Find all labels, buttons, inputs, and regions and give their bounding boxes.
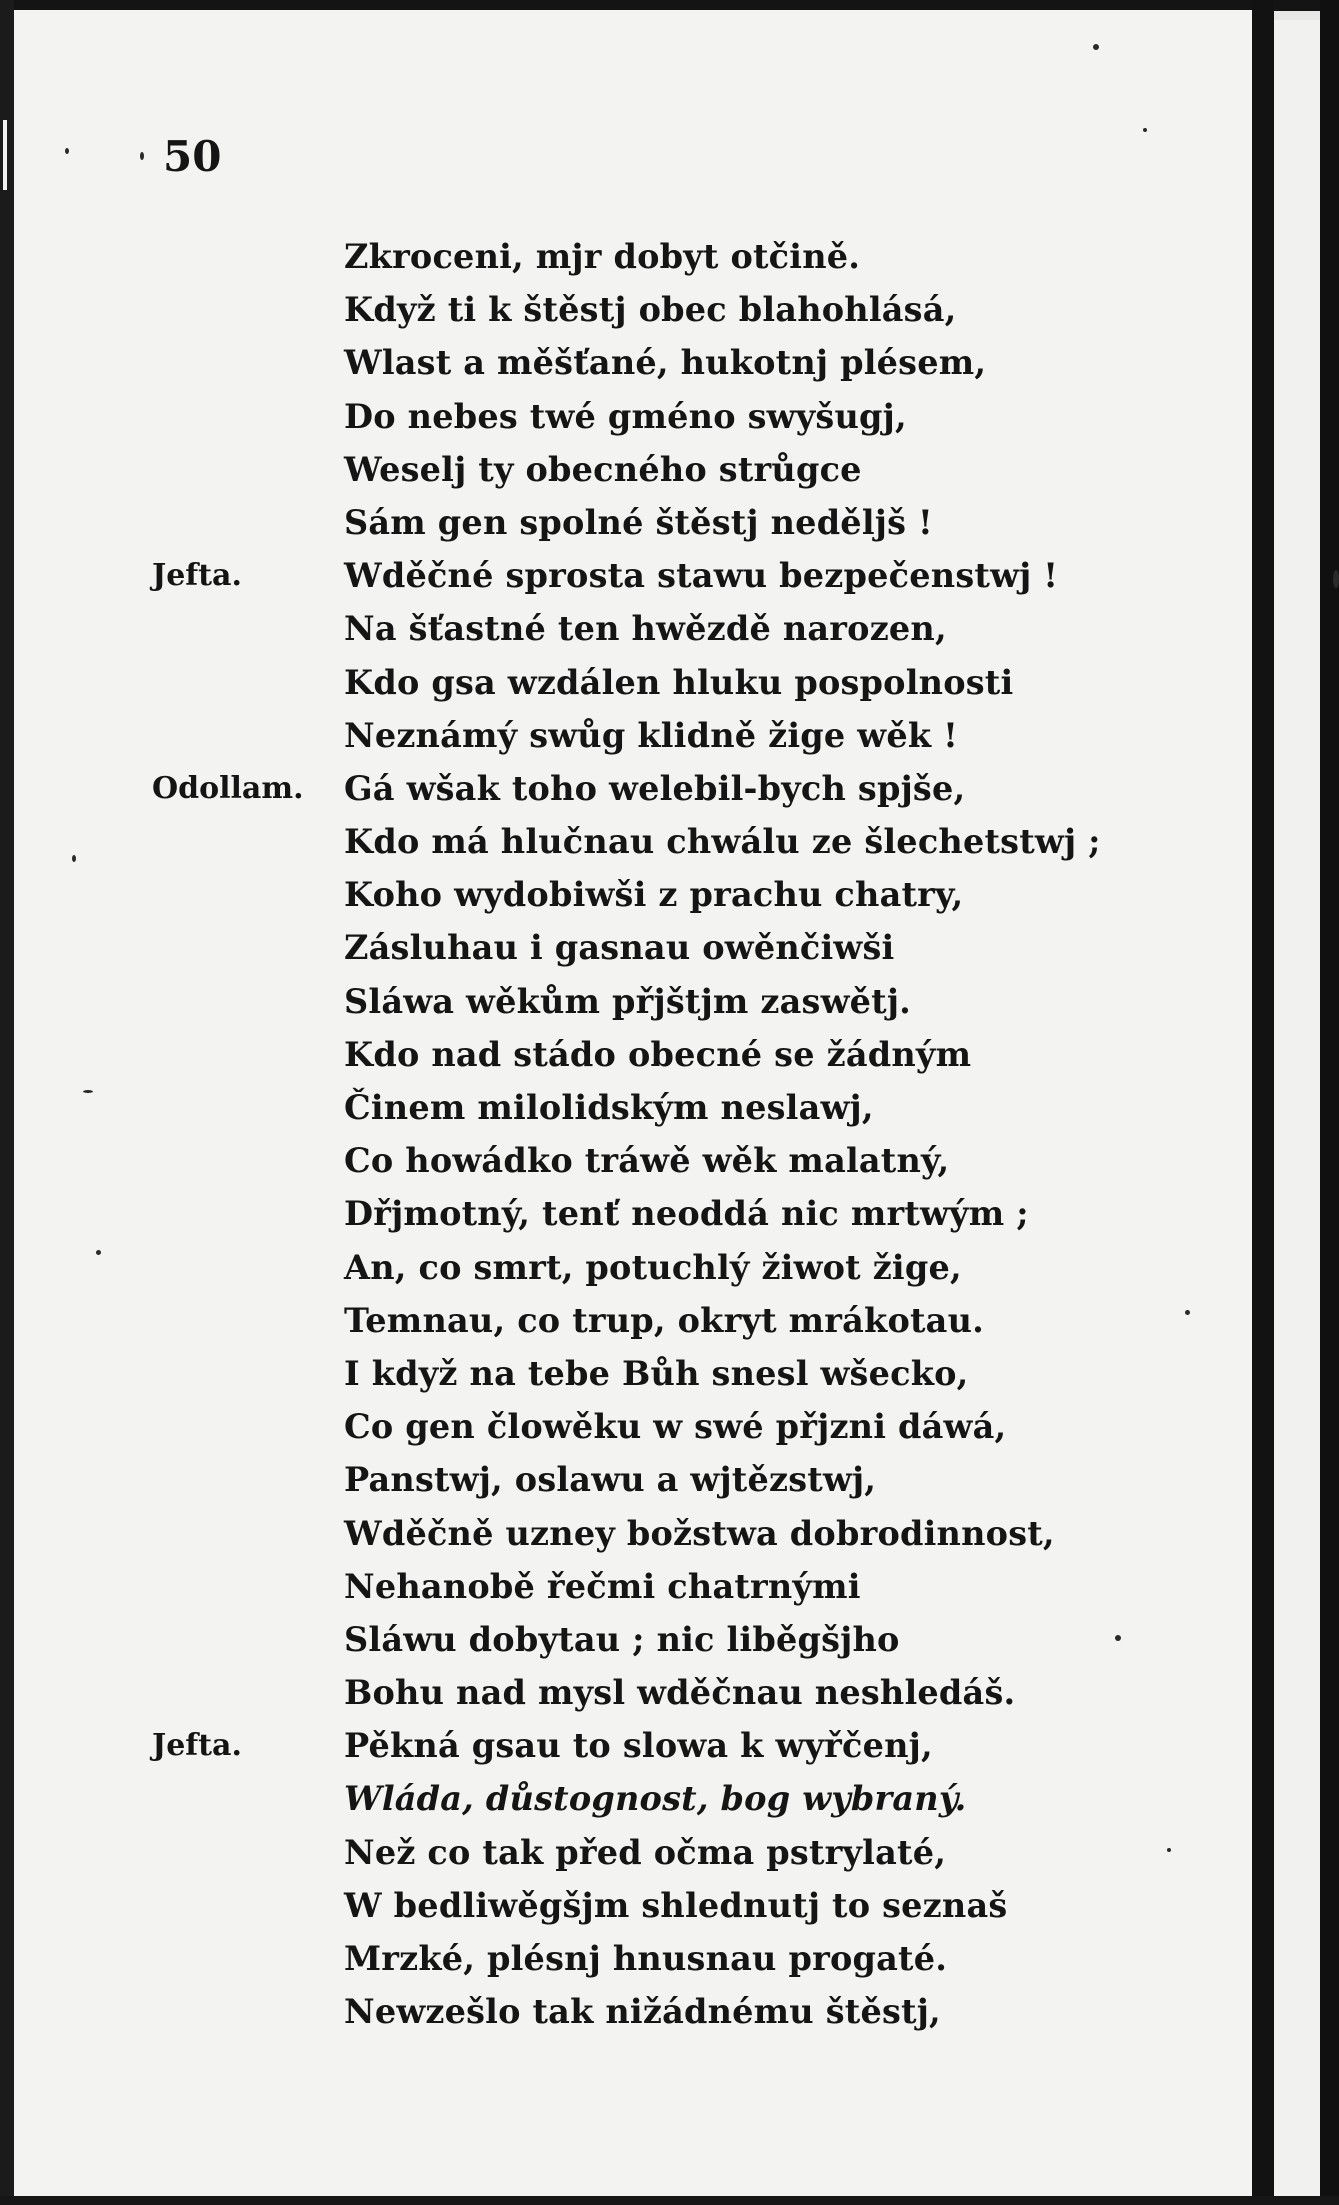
print-speck	[1093, 44, 1099, 50]
verse-text: Wděčně uzney božstwa dobrodinnost,	[344, 1513, 1055, 1553]
verse-text: Panstwj, oslawu a wjtězstwj,	[344, 1460, 877, 1500]
verse-text: Když ti k štěstj obec blahohlásá,	[344, 290, 957, 330]
verse-line	[0, 656, 1200, 709]
speaker-name: Jefta.	[152, 558, 242, 594]
print-speck	[1115, 1635, 1121, 1641]
verse-line	[0, 709, 1200, 762]
verse-text: Mrzké, plésnj hnusnau progaté.	[344, 1939, 948, 1978]
verse-line	[0, 1028, 1200, 1081]
verse-text: Kdo nad stádo obecné se žádným	[344, 1034, 972, 1074]
verse-line	[0, 1187, 1200, 1240]
verse-text: Weselj ty obecného strůgce	[344, 449, 862, 489]
verse-line	[0, 390, 1200, 443]
scan-bottom-edge	[0, 2196, 1339, 2205]
verse-text: Do nebes twé gméno swyšugj,	[344, 396, 907, 436]
verse-line	[0, 1347, 1200, 1400]
scan-right-edge	[1320, 0, 1339, 2205]
verse-text: Newzešlo tak nižádnému štěstj,	[344, 1992, 941, 2032]
verse-line	[0, 1985, 1200, 2038]
verse-text: Wláda, důstognost, bog wybraný.	[344, 1779, 967, 1819]
verse-line	[0, 1453, 1200, 1506]
verse-text: Zásluhau i gasnau owěnčiwši	[344, 928, 895, 968]
verse-text: Dřjmotný, tenť neoddá nic mrtwým ;	[344, 1194, 1029, 1234]
verse-line	[0, 1613, 1200, 1666]
verse-text: Wlast a měšťané, hukotnj plésem,	[344, 343, 987, 383]
print-speck	[83, 1090, 93, 1093]
verse-text: Temnau, co trup, okryt mrákotau.	[344, 1300, 984, 1340]
verse-text: Co howádko tráwě wěk malatný,	[344, 1141, 950, 1181]
verse-text: Kdo gsa wzdálen hluku pospolnosti	[344, 662, 1014, 702]
verse-text: W bedliwěgšjm shlednutj to seznaš	[344, 1885, 1008, 1925]
verse-text: Sláwu dobytau ; nic liběgšjho	[344, 1619, 900, 1659]
verse-line	[0, 1666, 1200, 1719]
verse-text: Než co tak před očma pstrylaté,	[344, 1832, 947, 1872]
verse-line	[0, 443, 1200, 496]
page-number: 50	[163, 132, 222, 181]
verse-line	[0, 1879, 1200, 1932]
print-speck	[140, 152, 144, 160]
print-speck	[65, 148, 69, 154]
verse-text: Na šťastné ten hwězdě narozen,	[344, 609, 947, 649]
scan-left-edge-gap	[3, 120, 7, 190]
verse-line	[0, 496, 1200, 549]
verse-line	[0, 1719, 1200, 1772]
verse-line	[0, 975, 1200, 1028]
verse-line	[0, 1400, 1200, 1453]
verse-text: Pěkná gsau to slowa k wyřčenj,	[344, 1726, 933, 1766]
verse-text: Koho wydobiwši z prachu chatry,	[344, 875, 964, 915]
verse-line	[0, 1081, 1200, 1134]
verse-text: Sláwa wěkům přjštjm zaswětj.	[344, 981, 912, 1021]
verse-line	[0, 1241, 1200, 1294]
verse-line	[0, 1932, 1200, 1985]
verse-text: Činem milolidským neslawj,	[344, 1088, 874, 1127]
verse-line	[0, 921, 1200, 974]
verse-line	[0, 1294, 1200, 1347]
verse-line	[0, 336, 1200, 389]
verse-block	[0, 230, 1200, 2038]
print-speck	[1185, 1310, 1190, 1315]
verse-text: Zkroceni, mjr dobyt otčině.	[344, 237, 861, 276]
verse-line	[0, 283, 1200, 336]
verse-text: Neznámý swůg klidně žige wěk !	[344, 715, 959, 755]
verse-text: Wděčné sprosta stawu bezpečenstwj !	[344, 556, 1059, 596]
verse-line	[0, 762, 1200, 815]
speaker-name: Jefta.	[152, 1728, 242, 1764]
verse-line	[0, 602, 1200, 655]
print-speck	[72, 855, 76, 862]
verse-line	[0, 1772, 1200, 1825]
verse-text: An, co smrt, potuchlý žiwot žige,	[344, 1247, 962, 1287]
verse-text: Co gen člowěku w swé přjzni dáwá,	[344, 1407, 1007, 1447]
verse-line	[0, 549, 1200, 602]
speaker-name: Odollam.	[152, 770, 304, 806]
verse-text: Bohu nad mysl wděčnau neshledáš.	[344, 1673, 1016, 1713]
verse-line	[0, 1560, 1200, 1613]
verse-line	[0, 815, 1200, 868]
verse-text: Nehanobě řečmi chatrnými	[344, 1566, 861, 1606]
verse-line	[0, 1507, 1200, 1560]
verse-line	[0, 1134, 1200, 1187]
verse-text: Sám gen spolné štěstj neděljš !	[344, 502, 933, 542]
verse-text: I když na tebe Bůh snesl wšecko,	[344, 1353, 969, 1393]
print-speck	[96, 1250, 101, 1255]
page-gutter	[1252, 0, 1274, 2205]
print-speck	[1143, 128, 1147, 132]
verse-text: Gá wšak toho welebil-bych spjše,	[344, 768, 966, 808]
verse-line	[0, 868, 1200, 921]
verse-line	[0, 1826, 1200, 1879]
verse-line	[0, 230, 1200, 283]
print-speck	[1333, 570, 1339, 588]
print-speck	[1167, 1848, 1171, 1852]
verse-text: Kdo má hlučnau chwálu ze šlechetstwj ;	[344, 822, 1101, 862]
